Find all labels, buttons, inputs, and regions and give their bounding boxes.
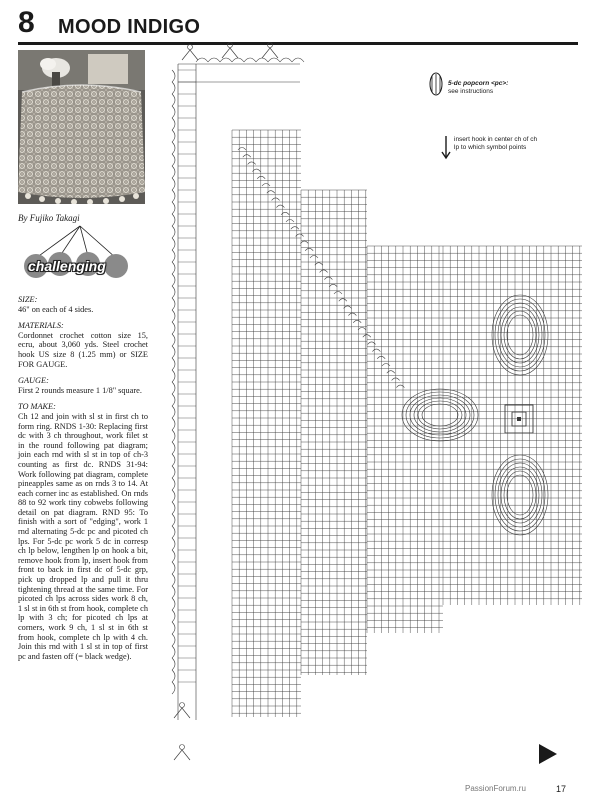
- size-heading: SIZE:: [18, 295, 38, 304]
- legend-popcorn-label: 5-dc popcorn <pc>:: [448, 80, 509, 87]
- watermark: PassionForum.ru: [465, 784, 526, 793]
- gauge-heading: GAUGE:: [18, 376, 49, 386]
- gauge-body: First 2 rounds measure 1 1/8" square.: [18, 385, 142, 395]
- skill-level-label: challenging: [28, 258, 106, 274]
- page-number: 17: [556, 784, 567, 794]
- continue-arrow-icon: [537, 742, 559, 766]
- materials-body: Cordonnet crochet cotton size 15, ecru, about 3,060 yds. Steel crochet hook US size 8 (1.25 mm) or SIZE FOR GAUGE.: [18, 330, 148, 369]
- to-make-heading: TO MAKE:: [18, 402, 56, 412]
- to-make-body: Ch 12 and join with sl st in first ch to form ring. RNDS 1-30: Replacing first dc with 3 ch throughout, work filet st in the round following pat diagram; join each rnd with sl st in top of ch-3 counting as first dc. RNDS 31-94: Work following pat diagram, complete pineapples same as on rnds 3 to 14. At each corner inc as established. On rnds 88 to 92 work tiny cobwebs following detail on pat diagram. RND 95: To finish with a sort of "edging", work 1 rnd alternating 5-dc pc and picoted ch lps. For 5-dc pc work 5 dc in corresp ch lp below, lengthen lp on hook a bit, remove hook from lp, insert hook from front to back in first dc of 5-dc grp, pick up dropped lp and pull it thru tightening thread at the same time. For picoted ch lps across sides work 8 ch, 1 sl st in 6th st from hook, complete ch lp with 3 ch; for picoted ch lps at corners, work 9 ch, 1 sl st in 6th st from hook, complete ch lp with 4 ch. Join this rnd with 1 sl st in top of first pc and fasten off (= black wedge).: [18, 411, 148, 661]
- legend-insert-hook-text: insert hook in center ch of ch lp to which symbol points: [454, 136, 538, 151]
- pattern-number: 8: [18, 6, 35, 39]
- pattern-title: MOOD INDIGO: [58, 16, 201, 38]
- popcorn-symbol-icon: [428, 72, 444, 96]
- legend-popcorn-note: see instructions: [448, 88, 494, 95]
- materials-heading: MATERIALS:: [18, 321, 64, 331]
- size-body: 46" on each of 4 sides.: [18, 304, 94, 314]
- insert-hook-arrow-icon: [440, 134, 452, 160]
- byline: By Fujiko Takagi: [18, 213, 80, 223]
